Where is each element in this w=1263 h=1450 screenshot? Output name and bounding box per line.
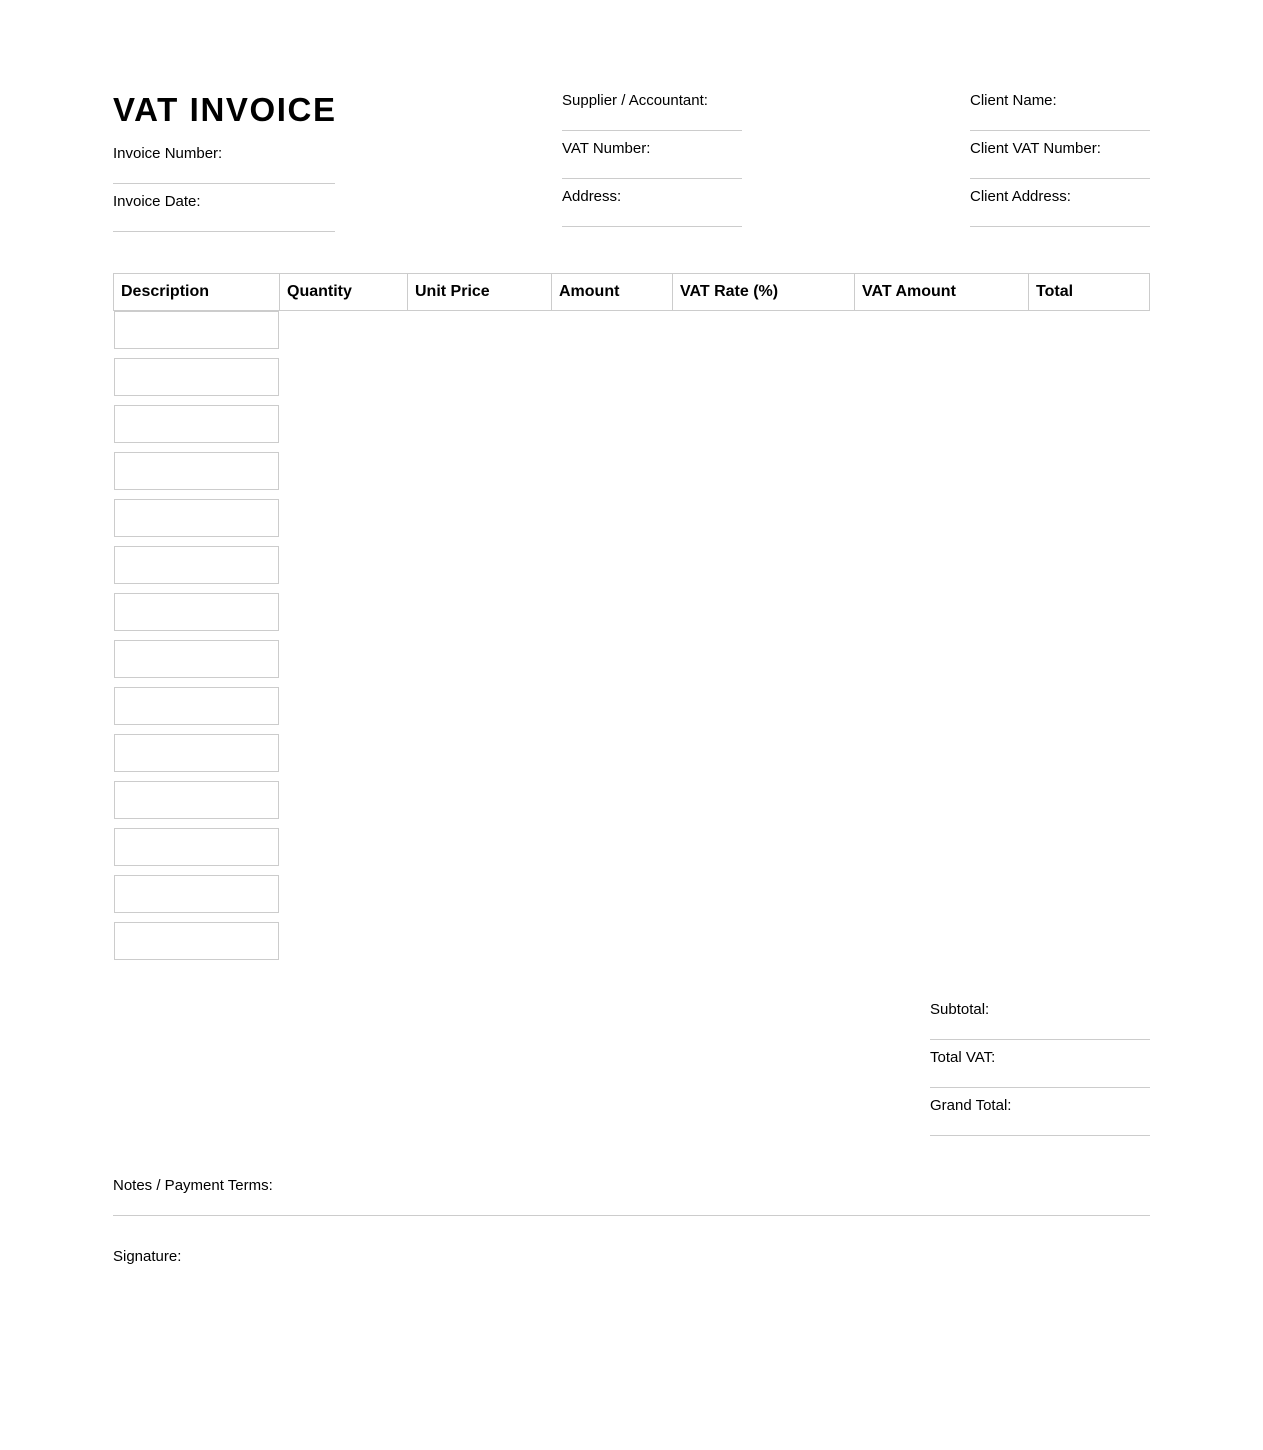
- total-vat-label: Total VAT:: [930, 1049, 996, 1066]
- supplier-address-label: Address:: [562, 188, 622, 205]
- client-vat-label: Client VAT Number:: [970, 140, 1101, 157]
- column-header-vat-rate: VAT Rate (%): [673, 274, 855, 311]
- description-input[interactable]: [114, 828, 279, 866]
- grand-total-label: Grand Total:: [930, 1097, 1012, 1114]
- invoice-number-field[interactable]: [113, 183, 335, 184]
- description-input[interactable]: [114, 405, 279, 443]
- subtotal-label: Subtotal:: [930, 1001, 990, 1018]
- supplier-vat-field[interactable]: [562, 178, 742, 179]
- table-header-row: [114, 274, 1150, 311]
- invoice-number-label: Invoice Number:: [113, 145, 223, 162]
- items-table: [113, 273, 1150, 311]
- notes-field[interactable]: [113, 1215, 1150, 1216]
- description-input[interactable]: [114, 452, 279, 490]
- description-input[interactable]: [114, 499, 279, 537]
- description-input[interactable]: [114, 311, 279, 349]
- notes-label: Notes / Payment Terms:: [113, 1177, 273, 1194]
- client-address-label: Client Address:: [970, 188, 1071, 205]
- supplier-vat-label: VAT Number:: [562, 140, 651, 157]
- invoice-date-field[interactable]: [113, 231, 335, 232]
- column-header-description: Description: [114, 274, 280, 311]
- column-header-unit-price: Unit Price: [408, 274, 552, 311]
- description-input[interactable]: [114, 640, 279, 678]
- column-header-amount: Amount: [552, 274, 673, 311]
- description-input[interactable]: [114, 546, 279, 584]
- grand-total-field[interactable]: [930, 1135, 1150, 1136]
- description-input[interactable]: [114, 687, 279, 725]
- signature-label: Signature:: [113, 1248, 182, 1265]
- client-vat-field[interactable]: [970, 178, 1150, 179]
- description-input[interactable]: [114, 875, 279, 913]
- supplier-name-field[interactable]: [562, 130, 742, 131]
- description-input[interactable]: [114, 358, 279, 396]
- client-address-field[interactable]: [970, 226, 1150, 227]
- description-input[interactable]: [114, 922, 279, 960]
- invoice-title: VAT INVOICE: [113, 91, 337, 128]
- column-header-quantity: Quantity: [280, 274, 408, 311]
- column-header-total: Total: [1029, 274, 1150, 311]
- column-header-vat-amount: VAT Amount: [855, 274, 1029, 311]
- description-input[interactable]: [114, 781, 279, 819]
- subtotal-field[interactable]: [930, 1039, 1150, 1040]
- supplier-name-label: Supplier / Accountant:: [562, 92, 708, 109]
- client-name-field[interactable]: [970, 130, 1150, 131]
- description-input[interactable]: [114, 593, 279, 631]
- supplier-address-field[interactable]: [562, 226, 742, 227]
- description-input[interactable]: [114, 734, 279, 772]
- invoice-date-label: Invoice Date:: [113, 193, 201, 210]
- total-vat-field[interactable]: [930, 1087, 1150, 1088]
- client-name-label: Client Name:: [970, 92, 1057, 109]
